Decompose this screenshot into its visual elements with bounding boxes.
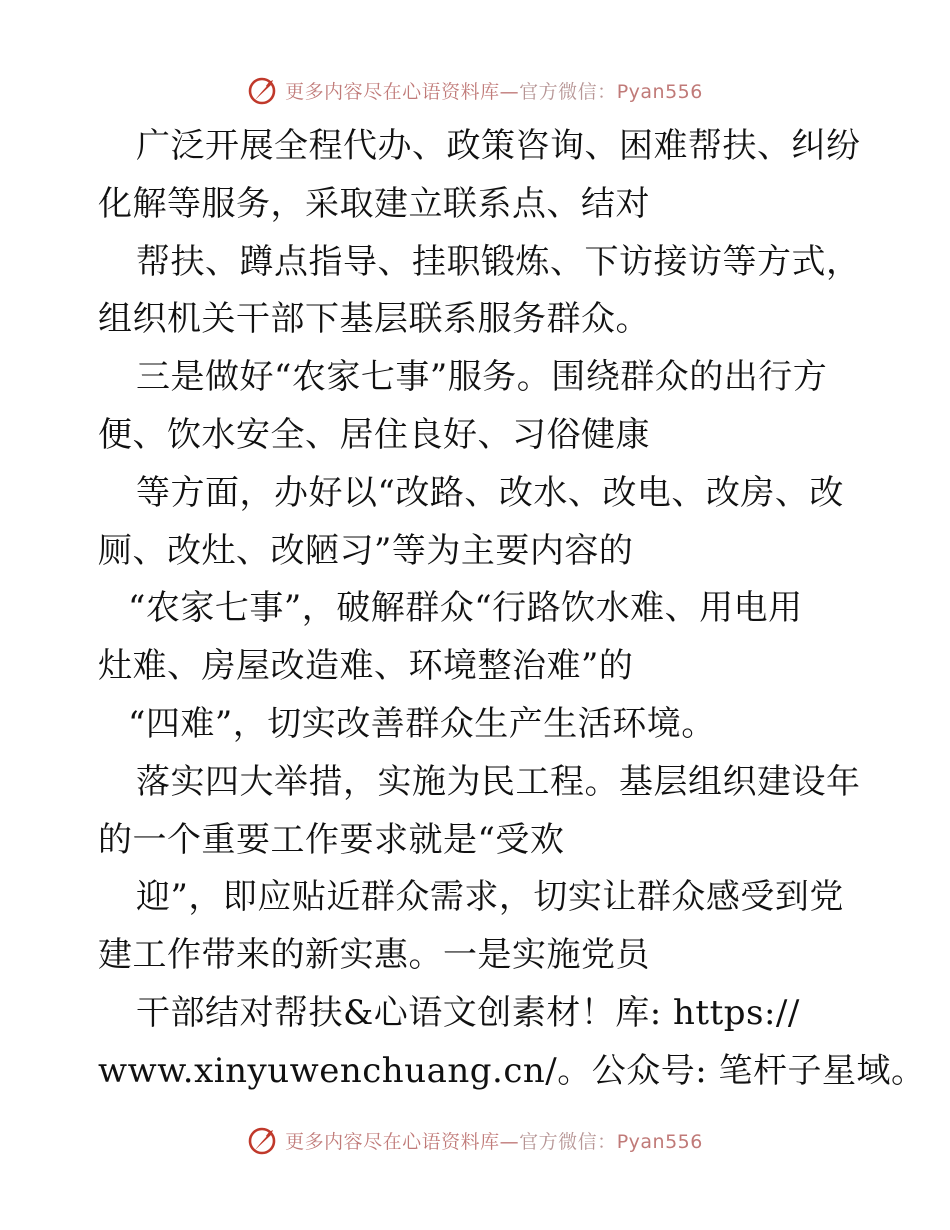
footer-watermark (0, 1120, 950, 1160)
document-body (98, 118, 926, 1101)
text-line: 干部结对帮扶&心语文创素材！库: https:// (136, 992, 800, 1033)
text-line: 广泛开展全程代办、政策咨询、困难帮扶、纠纷 (136, 126, 861, 166)
text-line: 化解等服务，采取建立联系点、结对 (98, 183, 650, 224)
watermark-dash: — (499, 80, 520, 103)
watermark-site: 更多内容尽在心语资料库 (285, 80, 500, 103)
text-line: “农家七事”，破解群众“行路饮水难、用电用 (128, 588, 803, 629)
text-line: 建工作带来的新实惠。一是实施党员 (98, 935, 650, 976)
text-line: 的一个重要工作要求就是“受欢 (98, 819, 565, 860)
watermark-dash: — (499, 1130, 520, 1153)
text-line: www.xinyuwenchuang.cn/。公众号: 笔杆子星域。 (98, 1050, 926, 1091)
watermark-wechat-label: 官方微信： (519, 80, 617, 103)
text-line: 帮扶、蹲点指导、挂职锻炼、下访接访等方式， (136, 241, 861, 282)
watermark-wechat-label: 官方微信： (519, 1130, 617, 1153)
watermark-text (285, 1127, 703, 1154)
quill-logo-icon (247, 74, 279, 106)
text-line: 三是做好“农家七事”服务。围绕群众的出行方 (136, 357, 828, 398)
watermark-wechat-id: Pyan556 (616, 80, 703, 103)
watermark-wechat-id: Pyan556 (616, 1130, 703, 1153)
text-line: 落实四大举措，实施为民工程。基层组织建设年 (136, 761, 861, 802)
text-line: 迎”，即应贴近群众需求，切实让群众感受到党 (136, 877, 844, 918)
text-line: 便、饮水安全、居住良好、习俗健康 (98, 414, 650, 455)
watermark-text (285, 77, 703, 104)
text-line: 组织机关干部下基层联系服务群众。 (98, 299, 650, 340)
text-line: 厕、改灶、改陋习”等为主要内容的 (98, 530, 634, 571)
header-watermark (0, 70, 950, 110)
text-line: “四难”，切实改善群众生产生活环境。 (128, 703, 716, 744)
watermark-site: 更多内容尽在心语资料库 (285, 1130, 500, 1153)
text-line: 灶难、房屋改造难、环境整治难”的 (98, 646, 634, 687)
text-line: 等方面，办好以“改路、改水、改电、改房、改 (136, 472, 844, 513)
quill-logo-icon (247, 1124, 279, 1156)
